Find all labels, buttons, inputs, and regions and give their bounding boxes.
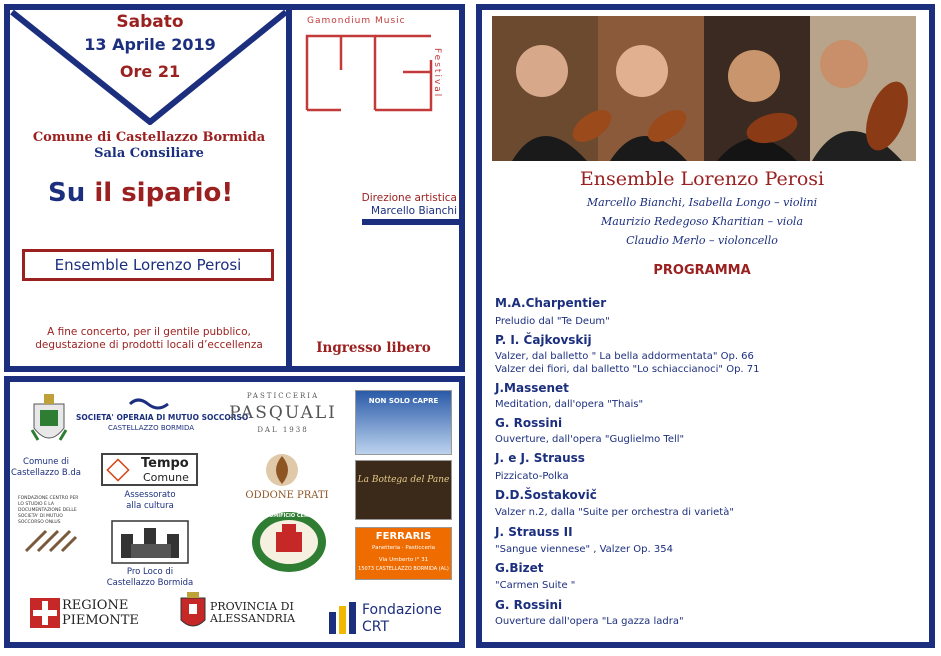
director-name: Marcello Bianchi [371,205,457,217]
piece-1-1: Preludio dal "Te Deum" [495,316,610,327]
note-line1: A fine concerto, per il gentile pubblico, [47,326,251,338]
ensemble-line1: Marcello Bianchi, Isabella Longo – violini [586,196,818,209]
piece-9-1: Ouverture dall'opera "La gazza ladra" [495,616,684,627]
mg-logo [303,30,435,114]
pasquali-label: PASQUALI [229,403,337,423]
piece-7-1: "Sangue viennese" , Valzer Op. 354 [495,544,673,555]
comune-line1: Comune di [23,457,69,467]
piece-4-1: Ouverture, dall'opera "Guglielmo Tell" [495,434,685,445]
show-title-sipario: sipario! [121,178,234,208]
bottega-logo [355,460,452,520]
assessorato-line1: Assessorato [124,490,176,500]
ensemble-line2: Maurizio Redegoso Kharitian – viola [600,215,804,228]
fondazione-text: FONDAZIONE CENTRO PER LO STUDIO E LA DOCUMENTAZIONE DELLE SOCIETA' DI MUTUO SOCCORSO ONLUS [18,496,79,525]
comune-crest-icon [28,390,70,450]
composer-6: D.D.Šostakovič [495,488,597,502]
ensemble-title: Ensemble Lorenzo Perosi [579,168,825,190]
tools-icon [22,527,78,555]
soms-line2: CASTELLAZZO BORMIDA [107,424,195,432]
piece-2-2: Valzer dei fiori, dal balletto "Lo schiaccianoci" Op. 71 [495,364,760,375]
comune-line2: Castellazzo B.da [10,468,82,478]
tempo-icon [106,458,129,481]
festival-name-top: Gamondium Music [307,16,406,26]
ferraris-sub: Panetteria · Pasticceria [372,545,435,551]
show-title-su: Su [48,178,86,208]
composer-3: J.Massenet [495,381,569,395]
festival-vertical: Festival [432,48,442,99]
nonsolocapre-label: NON SOLO CAPRE [368,397,439,405]
venue-room: Sala Consiliare [94,146,204,161]
provincia-crest-icon [178,592,208,634]
musicians-photo [492,16,916,161]
piece-2-1: Valzer, dal balletto " La bella addormentata" Op. 66 [495,351,754,362]
composer-1: M.A.Charpentier [495,296,607,310]
tempo-comune-logo [101,453,198,486]
direction-label: Direzione artistica [361,192,457,204]
ferraris-label: FERRARIS [375,531,432,542]
regione-flag-icon [30,598,60,628]
crt-bars-icon [329,602,357,634]
ensemble-box [22,249,274,281]
piece-3-1: Meditation, dall'opera "Thais" [495,399,644,410]
direction-connector [362,219,465,225]
panel-divider-lower [286,120,292,366]
ferraris-city: 15073 CASTELLAZZO BORMIDA (AL) [358,566,449,572]
tempo-line1: Tempo [141,456,189,471]
panel-divider [286,10,292,122]
composer-4: G. Rossini [495,416,563,430]
tempo-line2: Comune [143,471,189,484]
programma-title: PROGRAMMA [653,263,751,278]
regione-line1: REGIONE [62,598,129,613]
oddone-label: ODDONE PRATI [245,490,329,501]
salumificio-label: SALUMIFICIO CEREDA [258,513,320,519]
event-day: Sabato [116,12,184,32]
proloco-line2: Castellazzo Bormida [106,578,194,588]
bottega-label: La Bottega del Pane [357,475,450,485]
ensemble-line3: Claudio Merlo – violoncello [626,234,778,247]
show-title [48,178,233,208]
crt-line1: Fondazione [362,602,442,618]
note-line2: degustazione di prodotti locali d’eccellenza [35,339,263,351]
provincia-line2: ALESSANDRIA [210,612,296,625]
show-title-il: il [94,178,113,208]
composer-2: P. I. Čajkovskij [495,333,592,347]
proloco-line1: Pro Loco di [126,567,174,577]
pasquali-year: DAL 1938 [257,426,309,434]
ensemble-box-label: Ensemble Lorenzo Perosi [54,256,242,274]
musicians-photo-art [492,16,916,161]
assessorato-line2: alla cultura [126,501,174,511]
composer-5: J. e J. Strauss [495,451,585,465]
nonsolocapre-logo [355,390,452,455]
salumificio-badge [250,510,328,574]
pasticceria-label: PASTICCERIA [246,392,320,400]
piece-6-1: Valzer n.2, dalla "Suite per orchestra di varietà" [495,507,734,518]
ferraris-logo [355,527,452,580]
entry-label: Ingresso libero [316,340,431,356]
ferraris-addr: Via Umberto I° 31 [378,557,429,563]
crt-line2: CRT [362,619,390,635]
composer-8: G.Bizet [495,561,544,575]
piece-5-1: Pizzicato-Polka [495,471,569,482]
composer-7: J. Strauss II [495,525,573,539]
event-date: 13 Aprile 2019 [84,35,216,54]
proloco-castle-icon [111,520,189,564]
regione-line2: PIEMONTE [62,613,139,628]
soms-line1: SOCIETA' OPERAIA DI MUTUO SOCCORSO [76,413,249,422]
venue-town: Comune di Castellazzo Bormida [32,130,266,145]
provincia-line1: PROVINCIA DI [210,600,294,613]
oddone-leaf-icon [264,452,300,488]
piece-8-1: "Carmen Suite " [495,580,576,591]
composer-9: G. Rossini [495,598,563,612]
handshake-icon [128,396,170,412]
event-time: Ore 21 [119,62,181,81]
